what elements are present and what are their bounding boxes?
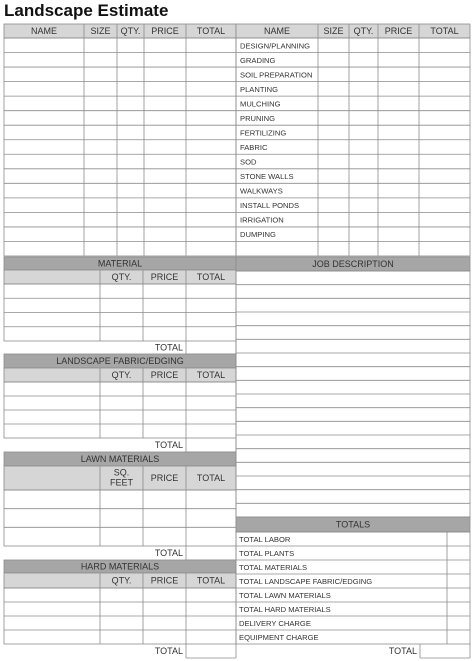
totals-item-label: EQUIPMENT CHARGE bbox=[239, 633, 319, 642]
column-header: QTY. bbox=[111, 271, 132, 282]
service-item-label: PRUNING bbox=[240, 113, 276, 123]
section-total-label: TOTAL bbox=[154, 547, 183, 558]
column-header: PRICE bbox=[150, 472, 179, 483]
section-title: MATERIAL bbox=[97, 258, 143, 269]
column-header: NAME bbox=[30, 25, 58, 36]
column-header: PRICE bbox=[150, 575, 179, 586]
column-header: QTY. bbox=[111, 369, 132, 380]
column-header: FEET bbox=[109, 477, 134, 488]
service-item-label: DUMPING bbox=[240, 230, 276, 240]
column-header: PRICE bbox=[151, 25, 179, 36]
column-header: TOTAL bbox=[430, 25, 459, 36]
service-item-label: FABRIC bbox=[240, 143, 268, 152]
service-item-label: SOD bbox=[240, 157, 257, 167]
service-item-label: STONE WALLS bbox=[240, 172, 294, 182]
column-header: PRICE bbox=[150, 271, 179, 282]
service-item-label: INSTALL PONDS bbox=[240, 201, 300, 211]
column-header: TOTAL bbox=[196, 472, 226, 483]
column-header: TOTAL bbox=[196, 369, 226, 380]
column-header: TOTAL bbox=[196, 25, 226, 36]
column-header: TOTAL bbox=[196, 271, 226, 282]
column-header: QTY. bbox=[353, 25, 374, 36]
service-item-label: IRRIGATION bbox=[240, 215, 284, 225]
column-header: SIZE bbox=[323, 25, 344, 36]
grand-total-label: TOTAL bbox=[388, 645, 417, 656]
service-item-label: WALKWAYS bbox=[240, 186, 283, 196]
totals-item-label: TOTAL HARD MATERIALS bbox=[239, 605, 331, 614]
section-total-label: TOTAL bbox=[154, 645, 183, 656]
totals-item-label: TOTAL LABOR bbox=[239, 535, 291, 544]
column-header: PRICE bbox=[150, 369, 179, 380]
job-description-title: JOB DESCRIPTION bbox=[312, 258, 394, 269]
section-title: LANDSCAPE FABRIC/EDGING bbox=[56, 355, 184, 366]
service-item-label: MULCHING bbox=[240, 99, 281, 109]
service-item-label: SOIL PREPARATION bbox=[240, 70, 313, 80]
service-item-label: PLANTING bbox=[240, 84, 278, 94]
column-header: TOTAL bbox=[196, 575, 226, 586]
page-title: Landscape Estimate bbox=[4, 1, 169, 20]
totals-item-label: DELIVERY CHARGE bbox=[239, 619, 311, 628]
section-title: HARD MATERIALS bbox=[80, 561, 160, 572]
section-table-body[interactable] bbox=[4, 490, 236, 546]
totals-item-label: TOTAL LANDSCAPE FABRIC/EDGING bbox=[239, 577, 373, 586]
column-header: QTY. bbox=[111, 575, 132, 586]
service-item-label: FERTILIZING bbox=[240, 128, 287, 138]
column-header: PRICE bbox=[384, 25, 413, 36]
top-left-table-body[interactable] bbox=[4, 38, 236, 256]
service-item-label: DESIGN/PLANNING bbox=[240, 41, 311, 51]
column-header: SIZE bbox=[90, 25, 111, 36]
section-total-label: TOTAL bbox=[154, 439, 183, 450]
totals-item-label: TOTAL LAWN MATERIALS bbox=[239, 591, 331, 600]
section-title: LAWN MATERIALS bbox=[80, 453, 160, 464]
column-header: SQ. bbox=[113, 467, 130, 478]
totals-item-label: TOTAL PLANTS bbox=[239, 549, 295, 558]
column-header: NAME bbox=[263, 25, 291, 36]
column-header: QTY. bbox=[120, 25, 141, 36]
service-item-label: GRADING bbox=[240, 55, 276, 65]
section-total-label: TOTAL bbox=[154, 342, 183, 353]
totals-item-label: TOTAL MATERIALS bbox=[239, 563, 308, 572]
totals-title: TOTALS bbox=[335, 519, 371, 530]
